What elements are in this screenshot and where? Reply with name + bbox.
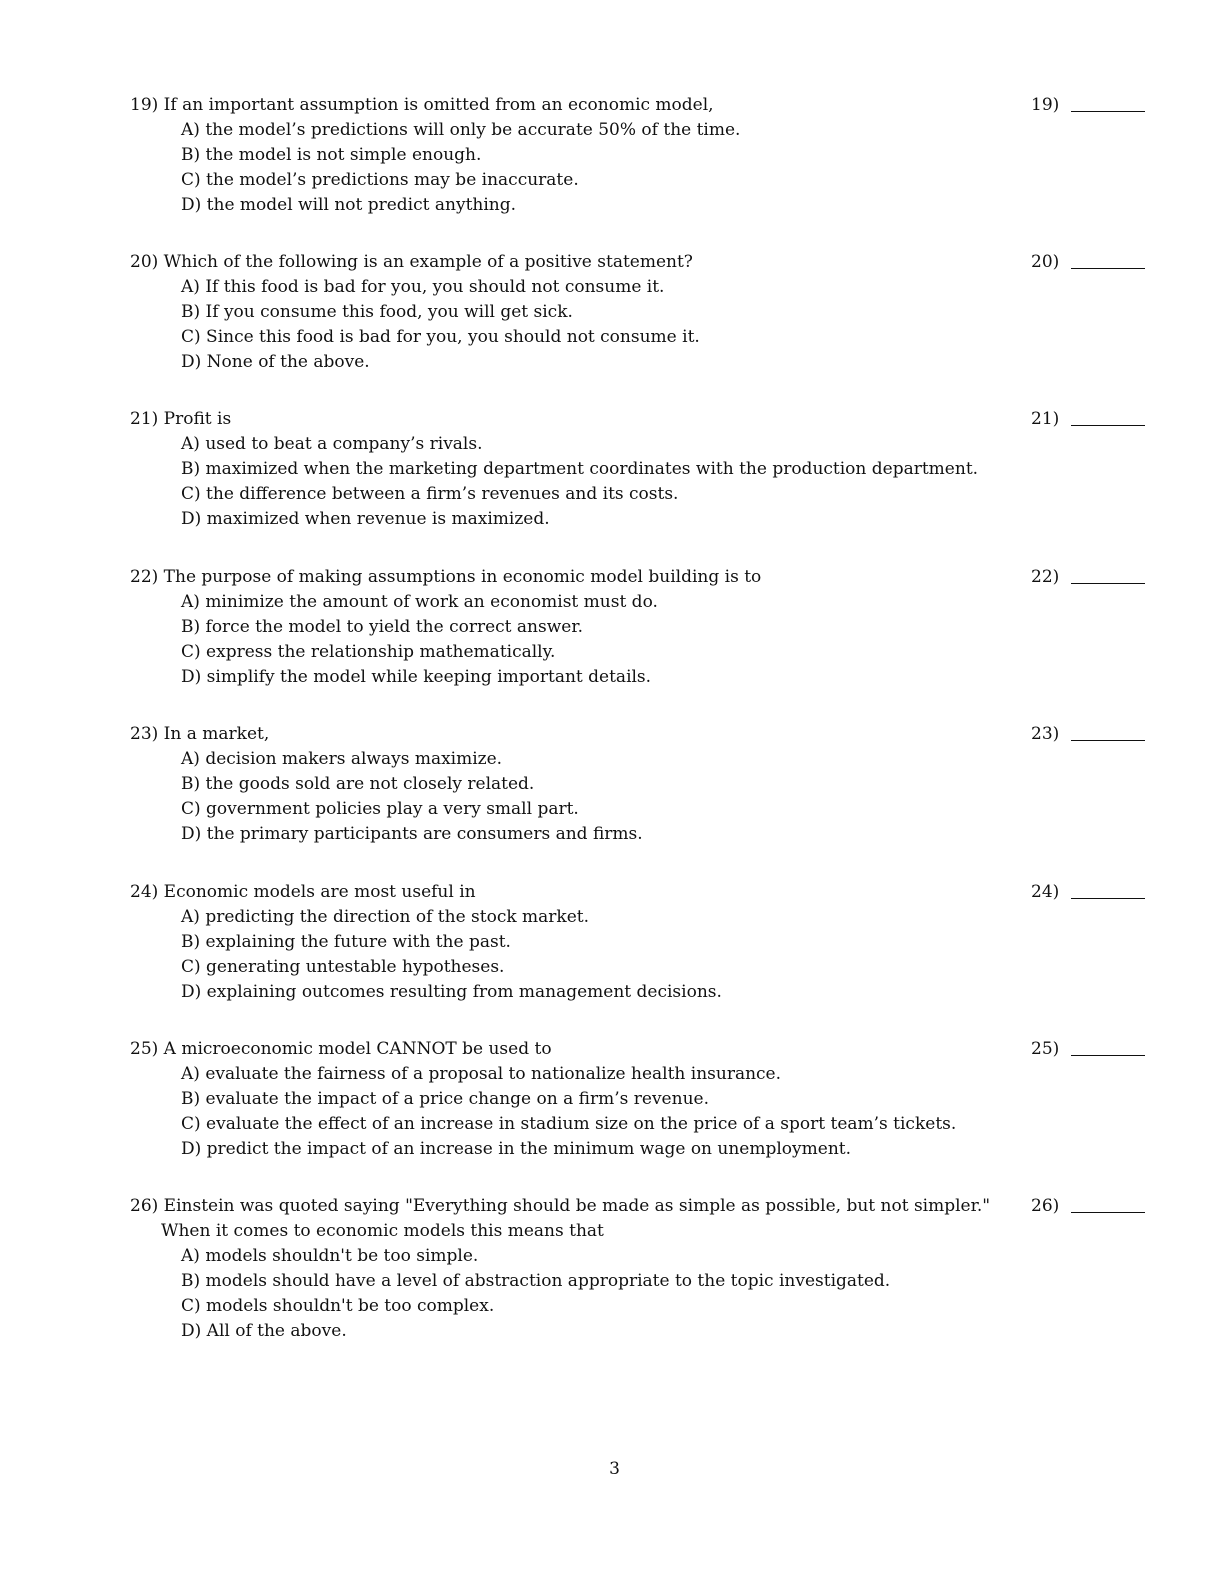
- option-b: B) evaluate the impact of a price change on a firm’s revenue.: [181, 1089, 709, 1109]
- option-b: B) If you consume this food, you will get sick.: [181, 302, 573, 322]
- question-text: Economic models are most useful in: [163, 882, 476, 902]
- answer-label: 19): [1031, 95, 1060, 115]
- answer-blank[interactable]: [1031, 1194, 1146, 1219]
- answer-line: [1071, 268, 1145, 269]
- option-b: B) force the model to yield the correct answer.: [181, 617, 583, 637]
- answer-blank[interactable]: [1031, 722, 1146, 747]
- question-text: Einstein was quoted saying "Everything should be made as simple as possible, but not simpler.": [163, 1196, 991, 1216]
- answer-blank[interactable]: [1031, 1037, 1146, 1062]
- answer-label: 25): [1031, 1039, 1060, 1059]
- question-text: If an important assumption is omitted from an economic model,: [163, 95, 714, 115]
- question-stem: [130, 407, 1150, 432]
- answer-label: 23): [1031, 724, 1060, 744]
- question-25: [130, 1037, 1150, 1162]
- option-d: D) None of the above.: [181, 352, 370, 372]
- answer-blank[interactable]: [1031, 93, 1146, 118]
- answer-label: 20): [1031, 252, 1060, 272]
- option-d: D) the model will not predict anything.: [181, 195, 517, 215]
- page-number: 3: [609, 1459, 620, 1479]
- question-number: 23): [130, 724, 159, 744]
- answer-label: 22): [1031, 567, 1060, 587]
- question-number: 26): [130, 1196, 159, 1216]
- question-number: 24): [130, 882, 159, 902]
- question-text: A microeconomic model CANNOT be used to: [163, 1039, 552, 1059]
- question-text: The purpose of making assumptions in economic model building is to: [163, 567, 762, 587]
- answer-line: [1071, 1055, 1145, 1056]
- option-d: D) simplify the model while keeping important details.: [181, 667, 652, 687]
- option-d: D) All of the above.: [181, 1321, 347, 1341]
- option-d: D) maximized when revenue is maximized.: [181, 509, 550, 529]
- option-c: C) the difference between a firm’s revenues and its costs.: [181, 484, 679, 504]
- question-22: [130, 565, 1150, 690]
- question-20: [130, 250, 1150, 375]
- question-text: Profit is: [163, 409, 232, 429]
- option-d: D) predict the impact of an increase in the minimum wage on unemployment.: [181, 1139, 852, 1159]
- answer-blank[interactable]: [1031, 880, 1146, 905]
- answer-blank[interactable]: [1031, 565, 1146, 590]
- option-a: A) the model’s predictions will only be accurate 50% of the time.: [181, 120, 741, 140]
- answer-line: [1071, 740, 1145, 741]
- option-c: C) the model’s predictions may be inaccurate.: [181, 170, 579, 190]
- answer-line: [1071, 425, 1145, 426]
- question-number: 21): [130, 409, 159, 429]
- option-a: A) decision makers always maximize.: [181, 749, 503, 769]
- question-number: 19): [130, 95, 159, 115]
- option-a: A) minimize the amount of work an economist must do.: [181, 592, 658, 612]
- answer-line: [1071, 1212, 1145, 1213]
- answer-blank[interactable]: [1031, 250, 1146, 275]
- answer-blank[interactable]: [1031, 407, 1146, 432]
- question-text: Which of the following is an example of a positive statement?: [163, 252, 693, 272]
- question-23: [130, 722, 1150, 847]
- option-a: A) models shouldn't be too simple.: [181, 1246, 479, 1266]
- question-21: [130, 407, 1150, 532]
- answer-line: [1071, 583, 1145, 584]
- option-a: A) used to beat a company’s rivals.: [181, 434, 483, 454]
- option-b: B) the goods sold are not closely related.: [181, 774, 535, 794]
- option-a: A) predicting the direction of the stock market.: [181, 907, 590, 927]
- option-d: D) explaining outcomes resulting from management decisions.: [181, 982, 722, 1002]
- question-26: [130, 1194, 1150, 1344]
- option-b: B) the model is not simple enough.: [181, 145, 482, 165]
- question-stem: [130, 1037, 1150, 1062]
- question-number: 25): [130, 1039, 159, 1059]
- option-a: A) evaluate the fairness of a proposal to nationalize health insurance.: [181, 1064, 782, 1084]
- question-19: [130, 93, 1150, 218]
- option-b: B) maximized when the marketing department coordinates with the production department.: [181, 459, 979, 479]
- question-stem: [130, 880, 1150, 905]
- option-c: C) generating untestable hypotheses.: [181, 957, 505, 977]
- answer-label: 24): [1031, 882, 1060, 902]
- answer-label: 21): [1031, 409, 1060, 429]
- question-stem: [130, 250, 1150, 275]
- option-c: C) models shouldn't be too complex.: [181, 1296, 495, 1316]
- question-number: 20): [130, 252, 159, 272]
- answer-line: [1071, 898, 1145, 899]
- question-24: [130, 880, 1150, 1005]
- option-b: B) models should have a level of abstraction appropriate to the topic investigated.: [181, 1271, 891, 1291]
- option-c: C) evaluate the effect of an increase in stadium size on the price of a sport team’s tickets.: [181, 1114, 957, 1134]
- answer-label: 26): [1031, 1196, 1060, 1216]
- option-c: C) Since this food is bad for you, you should not consume it.: [181, 327, 700, 347]
- option-b: B) explaining the future with the past.: [181, 932, 511, 952]
- answer-line: [1071, 111, 1145, 112]
- question-stem: [130, 722, 1150, 747]
- question-stem: [130, 93, 1150, 118]
- option-c: C) government policies play a very small part.: [181, 799, 579, 819]
- option-a: A) If this food is bad for you, you should not consume it.: [181, 277, 665, 297]
- option-d: D) the primary participants are consumers and firms.: [181, 824, 643, 844]
- question-stem: [130, 1194, 1150, 1219]
- question-text-continued: When it comes to economic models this means that: [161, 1221, 604, 1241]
- question-stem: [130, 565, 1150, 590]
- question-text: In a market,: [163, 724, 270, 744]
- question-number: 22): [130, 567, 159, 587]
- option-c: C) express the relationship mathematically.: [181, 642, 556, 662]
